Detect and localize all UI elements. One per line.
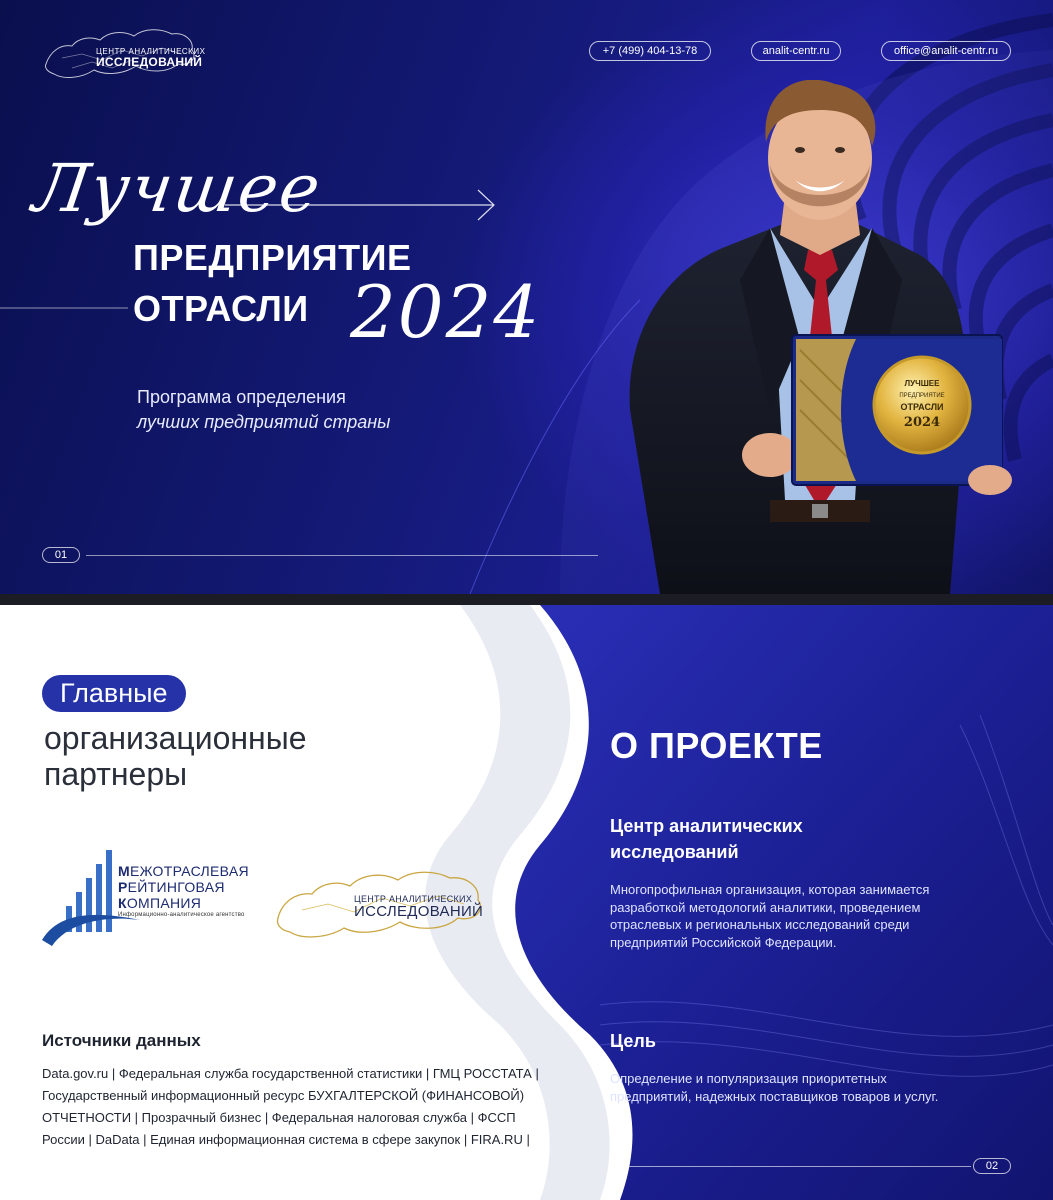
page-number: 01 xyxy=(42,547,80,563)
subtitle-line2: лучших предприятий страны xyxy=(137,412,391,432)
partner-cai-text xyxy=(354,895,483,920)
goal-description: Определение и популяризация приоритетных предприятий, надежных поставщиков товаров и услуг. xyxy=(610,1071,939,1104)
page-number: 02 xyxy=(973,1158,1011,1174)
logo-line2: ИССЛЕДОВАНИЙ xyxy=(96,55,203,70)
award-line3: ОТРАСЛИ xyxy=(900,402,944,412)
goal-title: Цель xyxy=(610,1031,656,1051)
mrk-word2: РЕЙТИНГОВАЯ xyxy=(118,879,225,895)
sources-title: Источники данных xyxy=(42,1031,201,1050)
partners-title-line2: партнеры xyxy=(44,756,188,792)
mrk-tagline: Информационно-аналитическое агентство xyxy=(118,912,245,918)
email-link[interactable]: office@analit-centr.ru xyxy=(881,41,1011,61)
person-with-award-illustration xyxy=(620,80,1020,594)
slide-about xyxy=(0,605,1053,1200)
slide-title xyxy=(0,0,1053,594)
partners-title xyxy=(44,720,307,792)
logo-line1: ЦЕНТР АНАЛИТИЧЕСКИХ xyxy=(96,47,206,56)
subtitle xyxy=(137,385,390,435)
org-title: Центр аналитических исследований xyxy=(610,816,803,862)
mrk-word1: МЕЖОТРАСЛЕВАЯ xyxy=(118,863,249,879)
slide-separator xyxy=(0,594,1053,605)
award-year: 2024 xyxy=(903,415,941,430)
title-line1: ПРЕДПРИЯТИЕ xyxy=(133,237,412,278)
title-year: 2024 xyxy=(350,270,542,354)
title-line2: ОТРАСЛИ xyxy=(133,288,309,329)
cai-line1: ЦЕНТР АНАЛИТИЧЕСКИХ xyxy=(354,894,473,904)
partner-mrk-text xyxy=(118,863,249,919)
award-line1: ЛУЧШЕЕ xyxy=(904,379,940,388)
partners-title-line1: организационные xyxy=(44,720,307,756)
divider-line xyxy=(86,555,598,556)
cai-line2: ИССЛЕДОВАНИЙ xyxy=(354,903,484,921)
org-description: Многопрофильная организация, которая занимается разработкой методологий аналитики, проведением отраслевых и региональных исследований среди предприятий Российской Федерации. xyxy=(610,882,930,950)
title-script: Лучшее xyxy=(28,150,327,227)
website-link[interactable]: analit-centr.ru xyxy=(751,41,841,61)
mrk-word3: КОМПАНИЯ xyxy=(118,895,202,911)
partners-badge: Главные xyxy=(42,675,186,712)
sources-list: Data.gov.ru | Федеральная служба государственной статистики | ГМЦ РОССТАТА | Государственный информационный ресурс БУХГАЛТЕРСКОЙ (ФИНАНСОВОЙ) ОТЧЕТНОСТИ | Прозрачный бизнес | Федеральная налоговая служба | ФССП России | DaData | Единая информационная система в сфере закупок | FIRA.RU | xyxy=(42,1066,539,1147)
subtitle-line1: Программа определения xyxy=(137,387,346,407)
about-title: О ПРОЕКТЕ xyxy=(610,725,823,766)
divider-line xyxy=(609,1166,971,1167)
company-logo-text xyxy=(96,48,205,69)
phone-link[interactable]: +7 (499) 404-13-78 xyxy=(589,41,711,61)
award-line2: ПРЕДПРИЯТИЕ xyxy=(899,393,945,399)
